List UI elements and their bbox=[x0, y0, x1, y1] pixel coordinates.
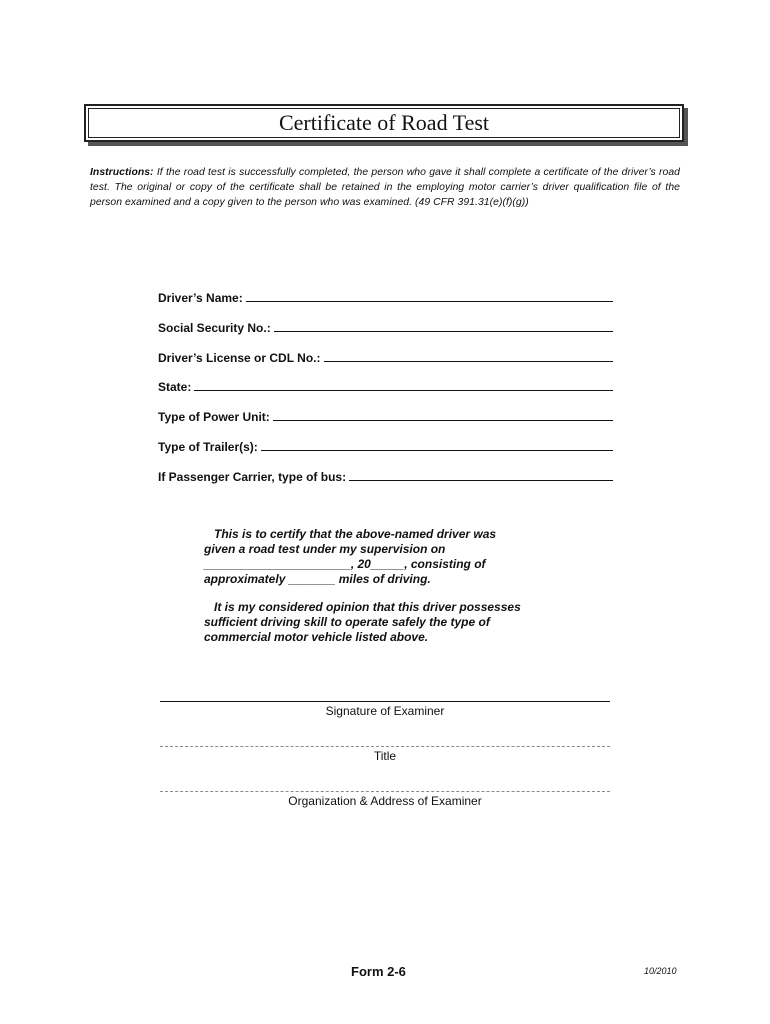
cert-line: This is to certify that the above-named driver was bbox=[204, 527, 497, 541]
title-line[interactable] bbox=[160, 746, 610, 747]
cert-line: commercial motor vehicle listed above. bbox=[204, 630, 429, 644]
trailer-line[interactable] bbox=[261, 449, 613, 451]
power-unit-label: Type of Power Unit: bbox=[158, 410, 270, 424]
power-unit-line[interactable] bbox=[273, 419, 613, 421]
ssn-field[interactable] bbox=[158, 317, 613, 335]
instructions-label: Instructions: bbox=[90, 167, 154, 178]
instructions bbox=[90, 165, 680, 210]
cert-line: sufficient driving skill to operate safely the type of bbox=[204, 615, 490, 629]
instructions-text: If the road test is successfully completed, the person who gave it shall complete a certificate of the driver’s road test. The original or copy of the certificate shall be retained in the employing motor carrier’s driver qualification file of the person examined and a copy given to the person who was examined. (49 CFR 391.31(e)(f)(g)) bbox=[90, 167, 680, 208]
power-unit-field[interactable] bbox=[158, 406, 613, 424]
license-field[interactable] bbox=[158, 347, 613, 365]
bus-type-line[interactable] bbox=[349, 479, 613, 481]
bus-type-label: If Passenger Carrier, type of bus: bbox=[158, 470, 347, 484]
state-label: State: bbox=[158, 380, 192, 394]
form-number: Form 2-6 bbox=[351, 964, 406, 979]
license-label: Driver’s License or CDL No.: bbox=[158, 351, 321, 365]
cert-line: ______________________, 20_____, consisting of bbox=[204, 557, 486, 571]
certification-paragraph-2 bbox=[204, 600, 564, 645]
drivers-name-label: Driver’s Name: bbox=[158, 291, 243, 305]
signature-line[interactable] bbox=[160, 701, 610, 702]
page-title: Certificate of Road Test bbox=[88, 108, 680, 138]
cert-line: approximately _______ miles of driving. bbox=[204, 572, 431, 586]
cert-line: It is my considered opinion that this driver possesses bbox=[204, 600, 521, 614]
title-box bbox=[84, 104, 684, 142]
cert-line: given a road test under my supervision on bbox=[204, 542, 446, 556]
title-label: Title bbox=[373, 749, 397, 763]
organization-line[interactable] bbox=[160, 791, 610, 792]
drivers-name-line[interactable] bbox=[246, 300, 613, 302]
license-line[interactable] bbox=[324, 360, 614, 362]
trailer-field[interactable] bbox=[158, 436, 613, 454]
signature-label: Signature of Examiner bbox=[325, 704, 445, 718]
bus-type-field[interactable] bbox=[158, 466, 613, 484]
state-line[interactable] bbox=[194, 389, 613, 391]
ssn-label: Social Security No.: bbox=[158, 321, 271, 335]
drivers-name-field[interactable] bbox=[158, 287, 613, 305]
certification-paragraph-1 bbox=[204, 527, 564, 587]
date-code: 10/2010 bbox=[644, 966, 677, 976]
trailer-label: Type of Trailer(s): bbox=[158, 440, 258, 454]
organization-label: Organization & Address of Examiner bbox=[288, 794, 482, 808]
state-field[interactable] bbox=[158, 376, 613, 394]
ssn-line[interactable] bbox=[274, 330, 613, 332]
